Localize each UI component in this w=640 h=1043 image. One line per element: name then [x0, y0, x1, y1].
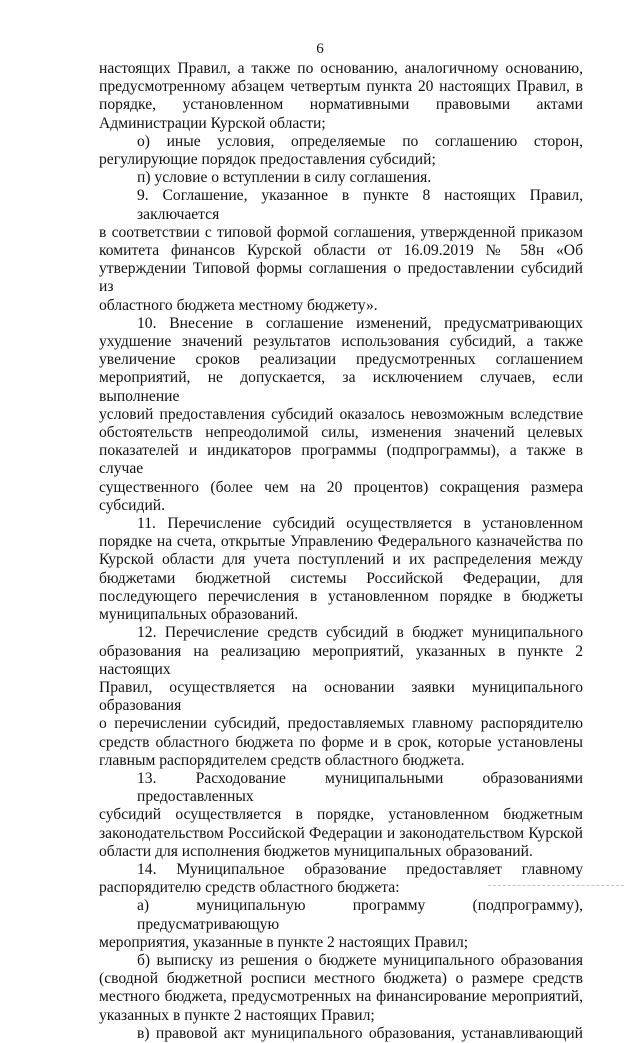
- text-line: увеличение сроков реализации предусмотренных соглашением: [99, 351, 583, 369]
- text-line: ухудшение значений результатов использования субсидий, а также: [99, 333, 583, 351]
- text-line: мероприятия, указанные в пункте 2 настоящих Правил;: [99, 933, 469, 951]
- text-line: средств областного бюджета по форме и в срок, которые установлены: [99, 733, 583, 751]
- text-line: Администрации Курской области;: [99, 114, 326, 132]
- text-line: 12. Перечисление средств субсидий в бюджет муниципального: [137, 624, 583, 642]
- text-line: а) муниципальную программу (подпрограмму), предусматривающую: [137, 897, 583, 933]
- text-line: условий предоставления субсидий оказалось невозможным вследствие: [99, 405, 583, 423]
- text-line: образования на реализацию мероприятий, указанных в пункте 2 настоящих: [99, 642, 583, 678]
- text-line: показателей и индикаторов программы (подпрограммы), а также в случае: [99, 442, 583, 478]
- text-line: законодательством Российской Федерации и законодательством Курской: [99, 824, 583, 842]
- text-line: главным распорядителем средств областного бюджета.: [99, 751, 465, 769]
- text-line: б) выписку из решения о бюджете муниципального образования: [137, 951, 583, 969]
- page-number: 6: [316, 41, 324, 57]
- text-line: в) правовой акт муниципального образования, устанавливающий: [137, 1024, 583, 1042]
- text-line: порядке на счета, открытые Управлению Федерального казначейства по: [99, 533, 583, 551]
- text-line: настоящих Правил, а также по основанию, аналогичному основанию,: [99, 60, 583, 77]
- text-line: регулирующие порядок предоставления субсидий;: [99, 151, 436, 169]
- text-line: обстоятельств непреодолимой силы, изменения значений целевых: [99, 424, 583, 442]
- text-line: 11. Перечисление субсидий осуществляется в установленном: [137, 515, 583, 533]
- text-line: в соответствии с типовой формой соглашения, утвержденной приказом: [99, 223, 583, 241]
- text-line: последующего перечисления в установленном порядке в бюджеты: [99, 587, 583, 605]
- text-line: о) иные условия, определяемые по соглашению сторон,: [137, 132, 583, 150]
- text-line: 14. Муниципальное образование предоставляет главному: [137, 860, 583, 878]
- text-line: указанных в пункте 2 настоящих Правил;: [99, 1006, 375, 1024]
- text-line: п) условие о вступлении в силу соглашения.: [137, 169, 432, 187]
- text-line: мероприятий, не допускается, за исключением случаев, если выполнение: [99, 369, 583, 405]
- text-line: областного бюджета местному бюджету».: [99, 296, 378, 314]
- text-line: субсидий осуществляется в порядке, установленном бюджетным: [99, 806, 583, 824]
- text-line: существенного (более чем на 20 процентов) сокращения размера субсидий.: [99, 478, 583, 514]
- text-line: Курской области для учета поступлений и их распределения между: [99, 551, 583, 569]
- text-line: 10. Внесение в соглашение изменений, предусматривающих: [137, 314, 583, 332]
- text-line: утверждении Типовой формы соглашения о предоставлении субсидий из: [99, 260, 583, 296]
- text-line: муниципальных образований.: [99, 606, 299, 624]
- text-line: 9. Соглашение, указанное в пункте 8 настоящих Правил, заключается: [137, 187, 583, 223]
- text-line: Правил, осуществляется на основании заявки муниципального образования: [99, 678, 583, 715]
- text-line: местного бюджета, предусмотренных на финансирование мероприятий,: [99, 988, 583, 1006]
- text-line: комитета финансов Курской области от 16.09.2019 № 58н «Об: [99, 242, 583, 260]
- document-body: [99, 60, 583, 1043]
- scan-artifact-line: [488, 885, 624, 886]
- text-line: области для исполнения бюджетов муниципальных образований.: [99, 842, 533, 860]
- text-line: порядке, установленном нормативными правовыми актами: [99, 96, 583, 114]
- text-line: распорядителю средств областного бюджета:: [99, 879, 400, 897]
- text-line: о перечислении субсидий, предоставляемых главному распорядителю: [99, 715, 583, 733]
- text-line: (сводной бюджетной росписи местного бюджета) о размере средств: [99, 970, 583, 988]
- text-line: предусмотренному абзацем четвертым пункта 20 настоящих Правил, в: [99, 78, 583, 96]
- text-line: бюджетами бюджетной системы Российской Федерации, для: [99, 569, 583, 587]
- text-line: 13. Расходование муниципальными образованиями предоставленных: [137, 769, 583, 806]
